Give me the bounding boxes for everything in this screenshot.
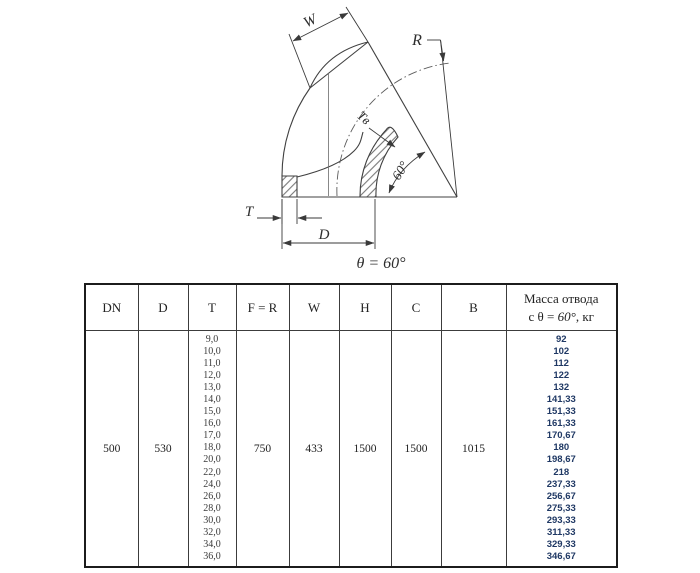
mass-value: 112: [553, 358, 569, 370]
h-value-cell: 1500: [339, 331, 391, 568]
col-header-mass: [506, 284, 617, 331]
t-value: 34,0: [203, 538, 221, 550]
drawing-caption: θ = 60°: [356, 255, 406, 272]
apex-diagonal: [368, 42, 457, 197]
w-extension-right: [346, 7, 368, 42]
c-value-cell: 1500: [391, 331, 441, 568]
f-r-value-cell: 750: [236, 331, 289, 568]
mass-value: 275,33: [546, 502, 576, 514]
t-values-cell: [188, 331, 236, 568]
mass-values-cell: [506, 331, 617, 568]
mass-value: 102: [553, 346, 570, 358]
d-value-cell: 530: [138, 331, 188, 568]
w-label: W: [301, 11, 320, 32]
col-header-w: W: [289, 284, 339, 331]
col-header-t: T: [188, 284, 236, 331]
t-value: 13,0: [203, 382, 221, 394]
t-value: 16,0: [203, 418, 221, 430]
t-value: 20,0: [203, 454, 221, 466]
t-value: 22,0: [203, 466, 221, 478]
t-value: 11,0: [203, 358, 221, 370]
outlet-face-chord: [310, 42, 368, 88]
mass-header-line1: Масса отвода: [523, 290, 599, 306]
dimension-table: [84, 283, 618, 568]
dn-value-cell: 500: [85, 331, 138, 568]
t-value: 32,0: [203, 526, 221, 538]
col-header-f-r: F = R: [236, 284, 289, 331]
b-value-cell: 1015: [441, 331, 506, 568]
t-value: 15,0: [203, 406, 221, 418]
angle-label: 60°: [388, 158, 412, 183]
w-extension-left: [289, 34, 310, 88]
elbow-drawing: [0, 0, 700, 280]
d-label: D: [318, 227, 330, 243]
t-value: 18,0: [203, 442, 221, 454]
t-value: 17,0: [203, 430, 221, 442]
mass-value: 161,33: [546, 418, 576, 430]
mass-value: 256,67: [546, 490, 576, 502]
t-value: 12,0: [203, 370, 221, 382]
bore-curve: [297, 132, 363, 177]
mass-value: 170,67: [546, 430, 576, 442]
t-value: 14,0: [203, 394, 221, 406]
r-label: R: [412, 32, 422, 49]
mass-header-line2: с θ = 60°, кг: [528, 308, 594, 324]
w-value-cell: 433: [289, 331, 339, 568]
header-row: [85, 284, 617, 331]
t-value: 24,0: [203, 478, 221, 490]
mass-value: 329,33: [546, 538, 576, 550]
mass-value: 92: [555, 334, 567, 345]
outer-arc: [282, 88, 310, 176]
data-row: [85, 331, 617, 568]
mass-value: 311,33: [546, 526, 576, 538]
mass-value: 122: [553, 370, 570, 382]
t-value: 10,0: [203, 346, 221, 358]
mass-value: 293,33: [546, 514, 576, 526]
tv-label: Tв: [354, 107, 374, 128]
mass-value: 151,33: [546, 406, 576, 418]
mass-value: 218: [553, 466, 570, 478]
mass-value: 237,33: [546, 478, 576, 490]
mass-value: 141,33: [546, 394, 576, 406]
t-value: 9,0: [205, 334, 219, 345]
col-header-d: D: [138, 284, 188, 331]
t-value: 30,0: [203, 514, 221, 526]
mass-value: 180: [553, 442, 570, 454]
mass-value: 346,67: [546, 550, 576, 562]
col-header-dn: DN: [85, 284, 138, 331]
col-header-h: H: [339, 284, 391, 331]
mass-value: 198,67: [546, 454, 576, 466]
col-header-c: C: [391, 284, 441, 331]
col-header-b: B: [441, 284, 506, 331]
t-value: 28,0: [203, 502, 221, 514]
mass-value: 132: [553, 382, 570, 394]
left-wall-hatch: [282, 176, 297, 197]
t-label: T: [244, 204, 254, 220]
t-value: 26,0: [203, 490, 221, 502]
t-value: 36,0: [203, 550, 221, 562]
